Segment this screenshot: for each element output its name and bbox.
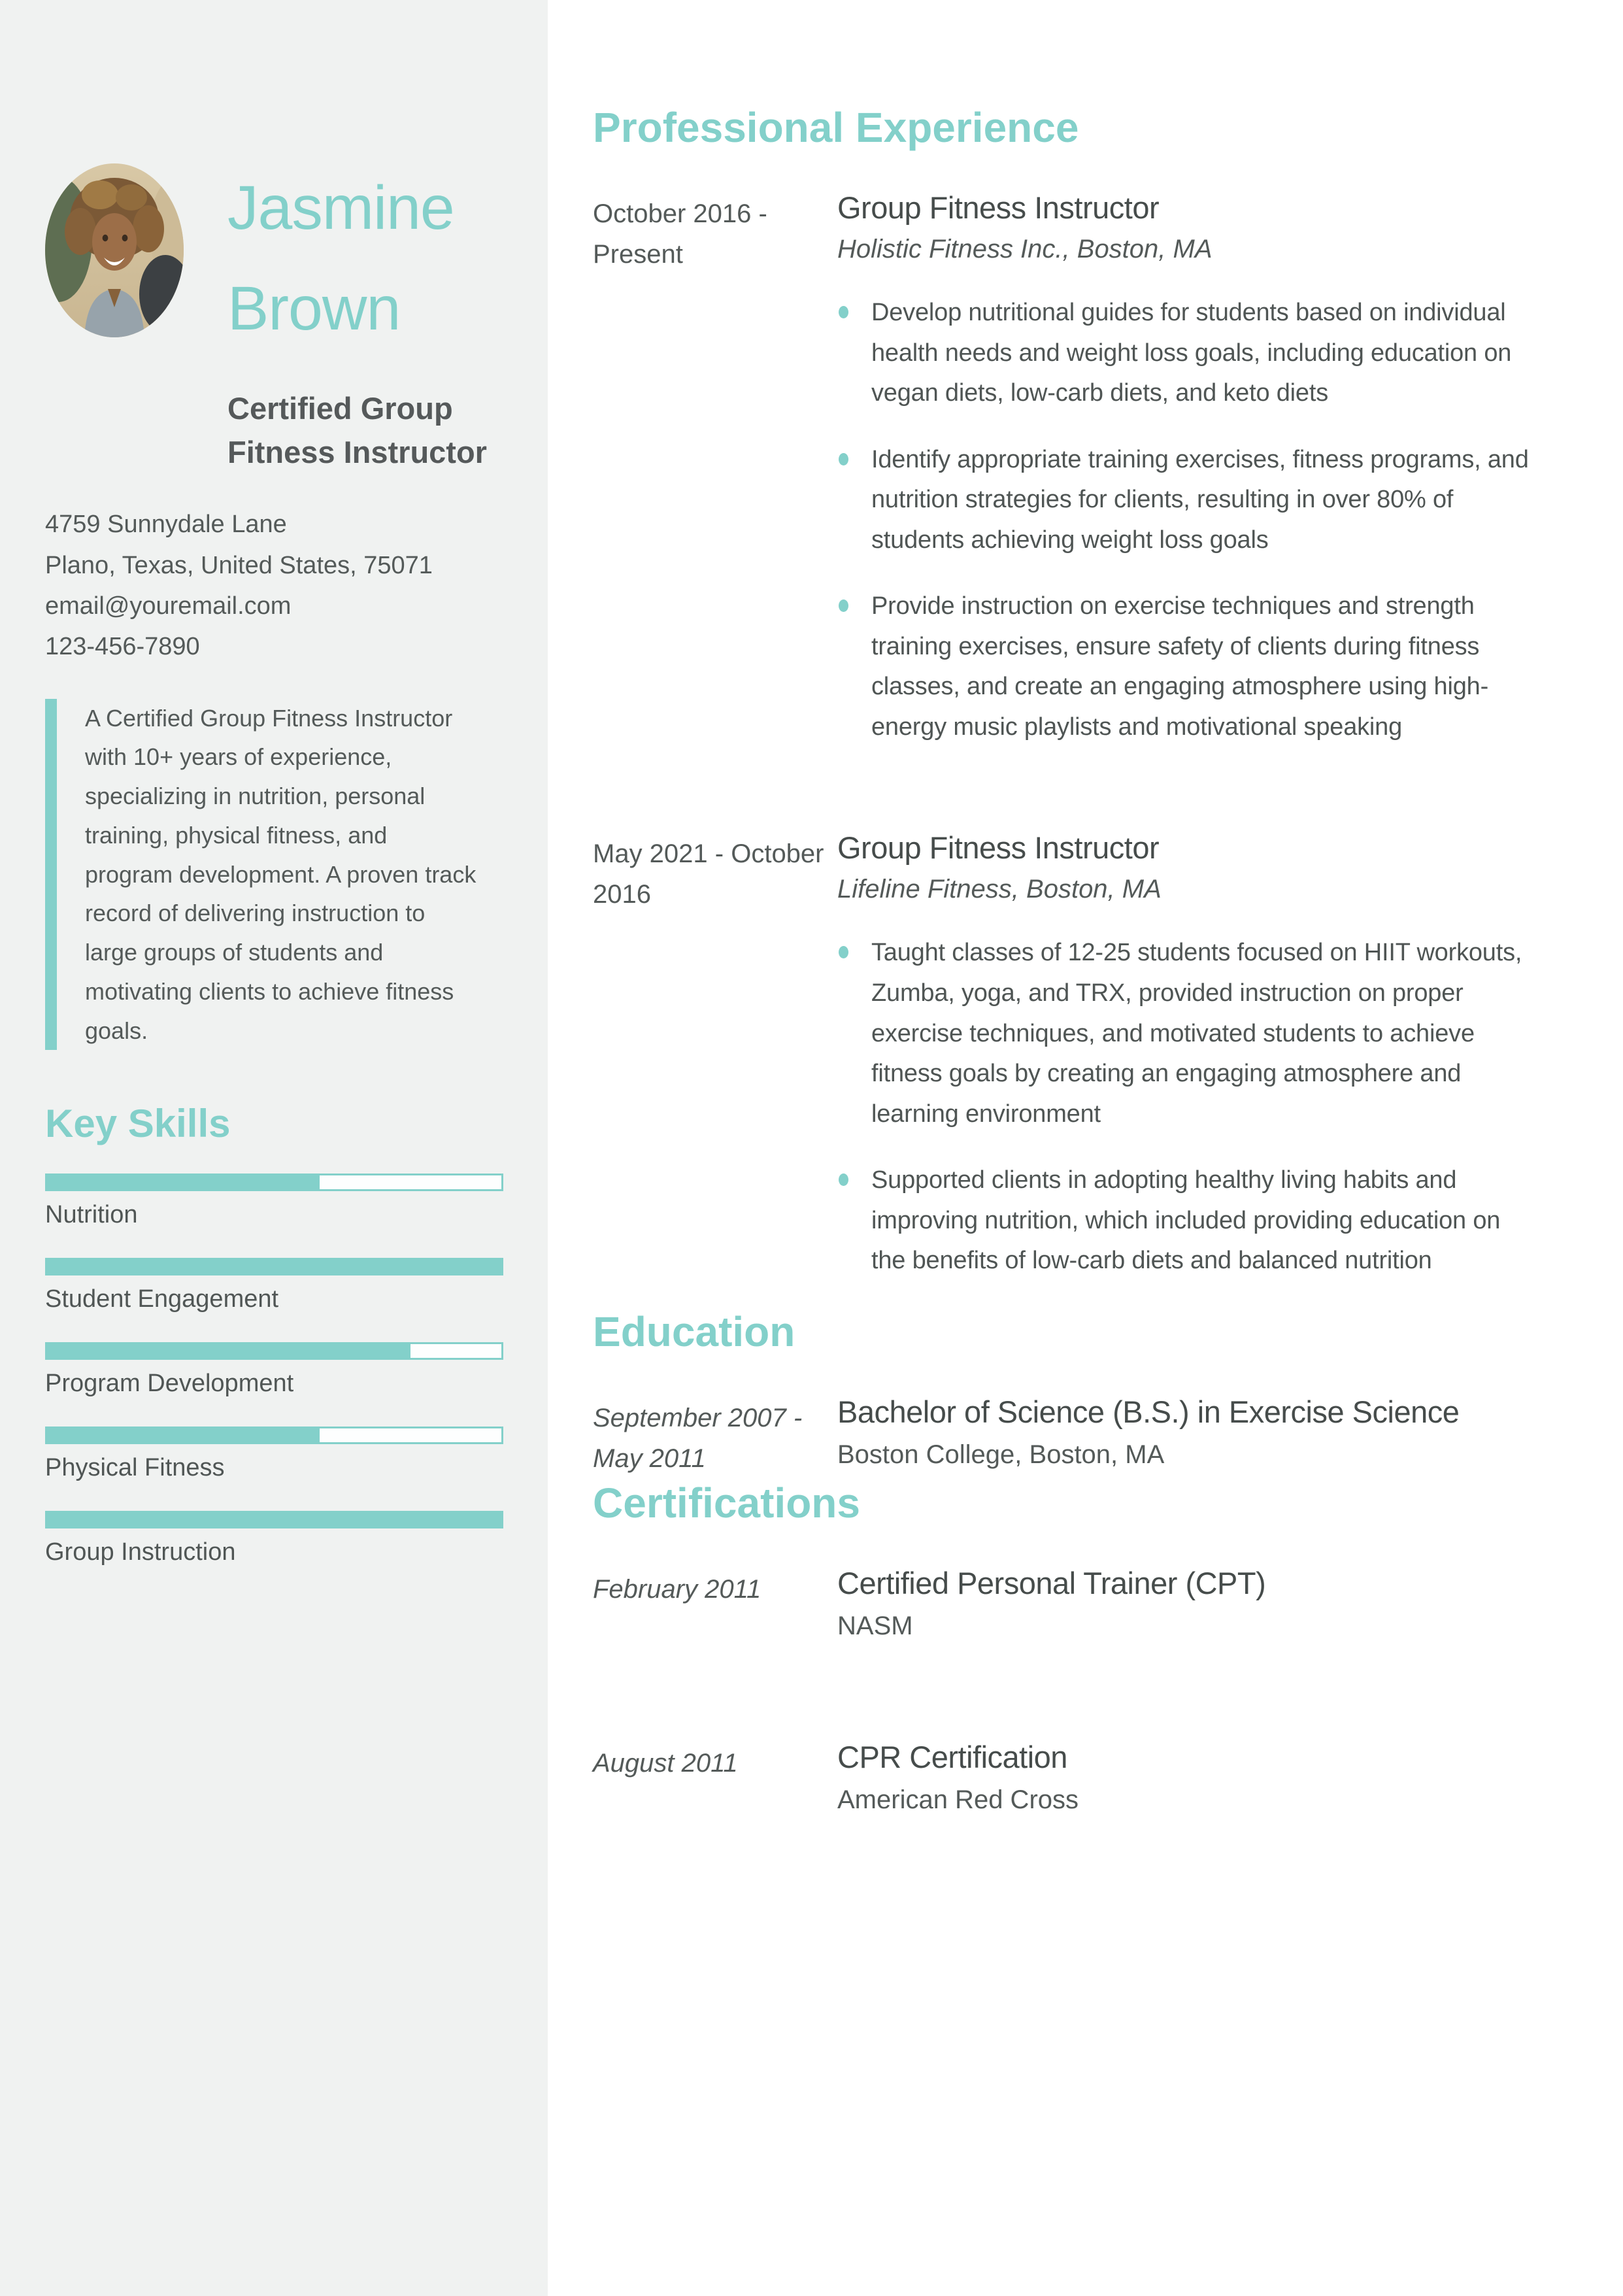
skill-label: Student Engagement — [45, 1285, 279, 1313]
job-bullet: Identify appropriate training exercises, fitness programs, and nutrition strategies for clients, resulting in over 80% of students achieving weight loss goals — [837, 440, 1530, 561]
certification-title: CPR Certification — [837, 1739, 1067, 1774]
skill-label: Nutrition — [45, 1201, 138, 1229]
skill-item-group-instruction — [45, 1511, 503, 1566]
certifications-section — [593, 1479, 1551, 1815]
certification-entry-1 — [593, 1565, 1551, 1641]
skill-item-program-development — [45, 1342, 503, 1398]
job-company: Holistic Fitness Inc., Boston, MA — [837, 235, 1213, 263]
certification-entry-2 — [593, 1739, 1551, 1815]
skill-bar — [45, 1258, 503, 1275]
skill-label: Group Instruction — [45, 1538, 236, 1566]
certification-title: Certified Personal Trainer (CPT) — [837, 1565, 1266, 1600]
skill-bar — [45, 1173, 503, 1191]
education-section — [593, 1308, 1551, 1479]
job-entry-1 — [593, 190, 1551, 773]
email-text: email@youremail.com — [45, 592, 292, 620]
job-bullet: Supported clients in adopting healthy living habits and improving nutrition, which included providing education on the benefits of low-carb diets and balanced nutrition — [837, 1160, 1530, 1281]
education-heading: Education — [593, 1308, 795, 1355]
job-title: Group Fitness Instructor — [837, 830, 1160, 866]
address-line2: Plano, Texas, United States, 75071 — [45, 551, 433, 579]
skill-item-student-engagement — [45, 1258, 503, 1313]
phone-text: 123-456-7890 — [45, 633, 200, 661]
job-dates: May 2021 - October 2016 — [593, 839, 824, 909]
job-body — [837, 830, 1551, 1307]
certification-body — [837, 1565, 1551, 1641]
job-bullet: Taught classes of 12-25 students focused on HIIT workouts, Zumba, yoga, and TRX, provided instruction on proper exercise techniques, and motivated students to achieve fitness goals by creating an engaging atmosphere and learning environment — [837, 933, 1530, 1134]
skill-bar-fill — [47, 1175, 320, 1189]
skill-bar-fill — [47, 1428, 320, 1442]
skill-bar-fill — [47, 1260, 501, 1274]
skill-bar — [45, 1342, 503, 1360]
certifications-heading: Certifications — [593, 1479, 860, 1527]
main-column — [548, 0, 1623, 2296]
sidebar — [0, 0, 548, 2296]
address-line1: 4759 Sunnydale Lane — [45, 511, 287, 539]
experience-section — [593, 103, 1551, 1308]
skill-item-nutrition — [45, 1173, 503, 1229]
skills-list — [45, 1173, 503, 1566]
profile-photo-illustration — [45, 163, 184, 337]
last-name: Brown — [227, 273, 401, 343]
certification-issuer: NASM — [837, 1611, 913, 1640]
job-bullet-list — [837, 293, 1551, 747]
experience-heading: Professional Experience — [593, 104, 1079, 151]
education-body — [837, 1394, 1551, 1479]
job-entry-2 — [593, 830, 1551, 1307]
contact-block — [45, 504, 503, 667]
job-title: Group Fitness Instructor — [837, 190, 1160, 225]
job-bullet: Develop nutritional guides for students based on individual health needs and weight loss goals, including education on vegan diets, low-carb diets, and keto diets — [837, 293, 1530, 414]
headline-title: Certified Group Fitness Instructor — [227, 390, 487, 469]
key-skills-heading: Key Skills — [45, 1102, 231, 1146]
school-name: Boston College, Boston, MA — [837, 1440, 1165, 1469]
professional-summary: A Certified Group Fitness Instructor with 10+ years of experience, specializing in nutrition, personal training, physical fitness, and program development. A proven track record of delivering instruction to large groups of students and motivating clients to achieve fitness goals. — [45, 699, 477, 1051]
skill-label: Physical Fitness — [45, 1454, 225, 1482]
certification-body — [837, 1739, 1551, 1815]
certification-date: February 2011 — [593, 1574, 761, 1604]
job-body — [837, 190, 1551, 773]
skill-bar — [45, 1511, 503, 1528]
profile-photo — [45, 163, 184, 337]
skill-bar-fill — [47, 1513, 501, 1527]
job-dates: October 2016 - Present — [593, 199, 767, 269]
job-bullet-list — [837, 933, 1551, 1281]
education-dates: September 2007 - May 2011 — [593, 1403, 803, 1473]
skill-bar — [45, 1427, 503, 1444]
certification-date: August 2011 — [593, 1748, 738, 1778]
degree-title: Bachelor of Science (B.S.) in Exercise Science — [837, 1394, 1460, 1429]
skill-label: Program Development — [45, 1370, 294, 1398]
education-entry — [593, 1394, 1551, 1479]
skill-item-physical-fitness — [45, 1427, 503, 1482]
identity-row — [45, 163, 503, 360]
job-company: Lifeline Fitness, Boston, MA — [837, 875, 1162, 904]
first-name: Jasmine — [227, 173, 454, 243]
skill-bar-fill — [47, 1344, 410, 1358]
certification-issuer: American Red Cross — [837, 1785, 1079, 1814]
job-bullet: Provide instruction on exercise techniques and strength training exercises, ensure safety of clients during fitness classes, and create an engaging atmosphere using high-energy music playlists and motivational speaking — [837, 586, 1530, 747]
person-name — [227, 158, 454, 360]
